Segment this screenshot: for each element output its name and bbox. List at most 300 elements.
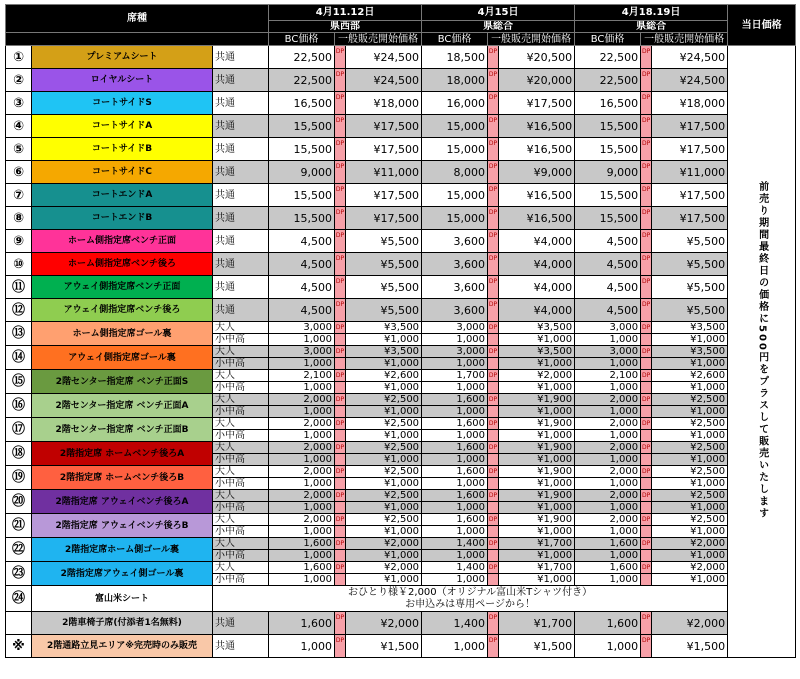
bc-price: 22,500 — [269, 46, 335, 69]
dynamic-pricing-badge: DP — [488, 138, 499, 161]
ticket-type: 共通 — [213, 299, 269, 322]
dynamic-pricing-badge: DP — [335, 46, 346, 69]
row-number: ① — [6, 46, 32, 69]
bc-price: 15,500 — [269, 207, 335, 230]
bc-price: 3,000 — [422, 322, 488, 334]
general-price: ¥1,500 — [346, 635, 422, 658]
dynamic-pricing-badge: DP — [335, 466, 346, 478]
ticket-type: 大人 — [213, 394, 269, 406]
seat-name: アウェイ側指定席ベンチ後ろ — [32, 299, 213, 322]
general-price: ¥2,000 — [652, 538, 728, 550]
table-row — [6, 538, 796, 550]
bc-price: 4,500 — [575, 230, 641, 253]
bc-price: 1,000 — [269, 334, 335, 346]
bc-price: 1,000 — [575, 502, 641, 514]
general-price: ¥3,500 — [652, 322, 728, 334]
dynamic-pricing-badge — [488, 526, 499, 538]
dynamic-pricing-badge — [641, 478, 652, 490]
general-price: ¥2,500 — [652, 394, 728, 406]
bc-price: 2,000 — [575, 394, 641, 406]
seat-type-header: 席種 — [6, 5, 269, 33]
general-price: ¥17,500 — [652, 207, 728, 230]
dynamic-pricing-badge: DP — [335, 442, 346, 454]
bc-price: 1,000 — [422, 574, 488, 586]
dynamic-pricing-badge: DP — [488, 418, 499, 430]
ticket-type: 共通 — [213, 161, 269, 184]
ticket-type: 小中高 — [213, 526, 269, 538]
dynamic-pricing-badge: DP — [488, 394, 499, 406]
seat-name: コートエンドB — [32, 207, 213, 230]
bc-price: 1,400 — [422, 562, 488, 574]
bc-price: 2,000 — [269, 490, 335, 502]
dynamic-pricing-badge: DP — [488, 299, 499, 322]
bc-price: 4,500 — [269, 276, 335, 299]
ticket-type: 大人 — [213, 322, 269, 334]
row-number: ⑨ — [6, 230, 32, 253]
special-offer-note — [213, 586, 728, 612]
general-price: ¥1,700 — [499, 538, 575, 550]
price-table — [5, 4, 796, 658]
bc-price: 1,000 — [575, 550, 641, 562]
dynamic-pricing-badge — [335, 334, 346, 346]
ticket-type: 共通 — [213, 92, 269, 115]
dynamic-pricing-badge — [641, 550, 652, 562]
bc-price: 3,000 — [422, 346, 488, 358]
ticket-type: 小中高 — [213, 382, 269, 394]
bc-price: 1,600 — [422, 490, 488, 502]
bc-price: 1,000 — [269, 430, 335, 442]
bc-price: 15,000 — [422, 184, 488, 207]
ticket-type: 共通 — [213, 115, 269, 138]
bc-price: 1,000 — [575, 635, 641, 658]
general-price-header-1: 一般販売開始価格 — [335, 33, 422, 46]
row-number: ② — [6, 69, 32, 92]
dynamic-pricing-badge — [335, 550, 346, 562]
dynamic-pricing-badge: DP — [641, 514, 652, 526]
general-price: ¥5,500 — [346, 230, 422, 253]
bc-price: 1,600 — [422, 418, 488, 430]
dynamic-pricing-badge: DP — [641, 276, 652, 299]
general-price: ¥2,500 — [346, 514, 422, 526]
general-price: ¥1,000 — [346, 478, 422, 490]
bc-price: 1,000 — [422, 430, 488, 442]
bc-price-header-1: BC価格 — [269, 33, 335, 46]
bc-price: 1,000 — [575, 382, 641, 394]
dynamic-pricing-badge: DP — [488, 442, 499, 454]
dynamic-pricing-badge: DP — [335, 299, 346, 322]
bc-price: 2,000 — [575, 490, 641, 502]
row-number: ⑯ — [6, 394, 32, 418]
seat-name: プレミアムシート — [32, 46, 213, 69]
general-price: ¥16,500 — [499, 184, 575, 207]
dynamic-pricing-badge: DP — [335, 346, 346, 358]
general-price: ¥1,900 — [499, 418, 575, 430]
seat-name: 2階指定席 ホームベンチ後ろA — [32, 442, 213, 466]
special-note-line1: おひとり様￥2,000（オリジナル富山米Tシャツ付き） — [348, 586, 593, 598]
general-price: ¥9,000 — [499, 161, 575, 184]
bc-price: 4,500 — [575, 299, 641, 322]
bc-price: 2,000 — [269, 466, 335, 478]
bc-price: 1,700 — [422, 370, 488, 382]
bc-price: 1,000 — [269, 382, 335, 394]
dynamic-pricing-badge: DP — [335, 635, 346, 658]
ticket-type: 小中高 — [213, 550, 269, 562]
table-row — [6, 138, 796, 161]
dynamic-pricing-badge — [641, 430, 652, 442]
bc-price: 1,600 — [422, 466, 488, 478]
general-price: ¥1,000 — [499, 358, 575, 370]
row-number: ⑩ — [6, 253, 32, 276]
bc-price: 1,000 — [422, 334, 488, 346]
dynamic-pricing-badge — [488, 502, 499, 514]
dynamic-pricing-badge: DP — [488, 46, 499, 69]
dynamic-pricing-badge: DP — [335, 538, 346, 550]
general-price: ¥1,000 — [652, 502, 728, 514]
general-price: ¥5,500 — [652, 299, 728, 322]
general-price: ¥1,000 — [652, 382, 728, 394]
seat-name: アウェイ側指定席ゴール裏 — [32, 346, 213, 370]
ticket-type: 小中高 — [213, 454, 269, 466]
ticket-type: 共通 — [213, 230, 269, 253]
general-price: ¥1,000 — [346, 502, 422, 514]
general-price: ¥17,500 — [652, 184, 728, 207]
row-number: ⑰ — [6, 418, 32, 442]
bc-price: 1,000 — [422, 635, 488, 658]
bc-price: 1,000 — [269, 526, 335, 538]
dynamic-pricing-badge: DP — [488, 635, 499, 658]
seat-name: コートエンドA — [32, 184, 213, 207]
row-number: ⑭ — [6, 346, 32, 370]
general-price: ¥18,000 — [652, 92, 728, 115]
bc-price: 15,000 — [422, 115, 488, 138]
dynamic-pricing-badge: DP — [488, 514, 499, 526]
dynamic-pricing-badge — [335, 358, 346, 370]
bc-price-header-2: BC価格 — [422, 33, 488, 46]
general-price: ¥3,500 — [346, 322, 422, 334]
ticket-type: 共通 — [213, 612, 269, 635]
bc-price: 1,600 — [422, 514, 488, 526]
dynamic-pricing-badge — [641, 574, 652, 586]
bc-price: 1,000 — [575, 334, 641, 346]
bc-price: 4,500 — [575, 253, 641, 276]
bc-price-header-3: BC価格 — [575, 33, 641, 46]
dynamic-pricing-badge: DP — [641, 370, 652, 382]
dynamic-pricing-badge: DP — [641, 253, 652, 276]
bc-price: 4,500 — [269, 253, 335, 276]
general-price: ¥1,000 — [652, 550, 728, 562]
ticket-type: 大人 — [213, 538, 269, 550]
dynamic-pricing-badge — [488, 406, 499, 418]
dynamic-pricing-badge: DP — [641, 184, 652, 207]
dynamic-pricing-badge: DP — [488, 207, 499, 230]
ticket-type: 共通 — [213, 207, 269, 230]
general-price: ¥11,000 — [346, 161, 422, 184]
bc-price: 1,000 — [269, 406, 335, 418]
bc-price: 1,000 — [575, 358, 641, 370]
ticket-type: 共通 — [213, 635, 269, 658]
ticket-type: 大人 — [213, 466, 269, 478]
dynamic-pricing-badge: DP — [335, 394, 346, 406]
seat-name: 2階車椅子席(付添者1名無料) — [32, 612, 213, 635]
dynamic-pricing-badge: DP — [488, 322, 499, 334]
dynamic-pricing-badge: DP — [641, 418, 652, 430]
dynamic-pricing-badge: DP — [488, 466, 499, 478]
seat-name: コートサイドC — [32, 161, 213, 184]
general-price: ¥16,500 — [499, 207, 575, 230]
bc-price: 15,000 — [422, 207, 488, 230]
bc-price: 3,000 — [575, 322, 641, 334]
dynamic-pricing-badge — [488, 454, 499, 466]
bc-price: 2,000 — [575, 514, 641, 526]
general-price: ¥16,500 — [499, 138, 575, 161]
row-number: ⑪ — [6, 276, 32, 299]
bc-price: 9,000 — [269, 161, 335, 184]
general-price: ¥5,500 — [346, 276, 422, 299]
bc-price: 15,500 — [575, 184, 641, 207]
dynamic-pricing-badge — [641, 358, 652, 370]
bc-price: 22,500 — [269, 69, 335, 92]
dynamic-pricing-badge — [335, 526, 346, 538]
general-price: ¥1,000 — [652, 574, 728, 586]
general-price: ¥1,000 — [346, 430, 422, 442]
general-price: ¥5,500 — [346, 253, 422, 276]
general-price: ¥24,500 — [652, 69, 728, 92]
general-price: ¥2,500 — [652, 490, 728, 502]
row-number: ⑥ — [6, 161, 32, 184]
bc-price: 1,000 — [269, 635, 335, 658]
bc-price: 16,500 — [269, 92, 335, 115]
general-price: ¥2,000 — [346, 538, 422, 550]
dynamic-pricing-badge: DP — [641, 562, 652, 574]
bc-price: 4,500 — [269, 230, 335, 253]
bc-price: 1,000 — [575, 574, 641, 586]
dynamic-pricing-badge: DP — [641, 207, 652, 230]
row-number: ⑮ — [6, 370, 32, 394]
dynamic-pricing-badge — [641, 334, 652, 346]
general-price: ¥1,500 — [499, 635, 575, 658]
row-number: ㉔ — [6, 586, 32, 612]
dynamic-pricing-badge — [335, 406, 346, 418]
seat-name: ホーム側指定席ゴール裏 — [32, 322, 213, 346]
dynamic-pricing-badge — [488, 574, 499, 586]
general-price: ¥1,000 — [346, 526, 422, 538]
table-row — [6, 635, 796, 658]
bc-price: 1,000 — [422, 382, 488, 394]
general-price: ¥1,000 — [346, 574, 422, 586]
general-price-header-3: 一般販売開始価格 — [641, 33, 728, 46]
general-price: ¥1,000 — [499, 430, 575, 442]
general-price: ¥1,900 — [499, 442, 575, 454]
general-price: ¥18,000 — [346, 92, 422, 115]
general-price: ¥1,700 — [499, 562, 575, 574]
general-price: ¥5,500 — [652, 230, 728, 253]
general-price: ¥1,000 — [346, 382, 422, 394]
dynamic-pricing-badge: DP — [641, 490, 652, 502]
ticket-type: 共通 — [213, 276, 269, 299]
dynamic-pricing-badge: DP — [488, 370, 499, 382]
dynamic-pricing-badge: DP — [488, 253, 499, 276]
dynamic-pricing-badge: DP — [335, 115, 346, 138]
general-price: ¥2,500 — [652, 466, 728, 478]
bc-price: 1,600 — [269, 612, 335, 635]
dynamic-pricing-badge: DP — [488, 115, 499, 138]
bc-price: 2,000 — [269, 514, 335, 526]
general-price: ¥3,500 — [346, 346, 422, 358]
bc-price: 3,600 — [422, 299, 488, 322]
dynamic-pricing-badge: DP — [335, 612, 346, 635]
bc-price: 1,000 — [422, 526, 488, 538]
general-price: ¥2,000 — [346, 612, 422, 635]
bc-price: 15,500 — [575, 138, 641, 161]
row-number: ㉓ — [6, 562, 32, 586]
table-row — [6, 466, 796, 478]
dynamic-pricing-badge — [641, 454, 652, 466]
seat-name: 2階指定席アウェイ側ゴール裏 — [32, 562, 213, 586]
date-header-3: 4月18.19日 — [575, 5, 728, 21]
row-number: ⑲ — [6, 466, 32, 490]
row-number: ⑧ — [6, 207, 32, 230]
bc-price: 2,000 — [269, 418, 335, 430]
table-row — [6, 394, 796, 406]
dynamic-pricing-badge — [641, 502, 652, 514]
general-price: ¥1,000 — [499, 526, 575, 538]
seat-name: 2階通路立見エリア※完売時のみ販売 — [32, 635, 213, 658]
general-price: ¥1,900 — [499, 466, 575, 478]
venue-header-1: 県西部 — [269, 21, 422, 33]
dynamic-pricing-badge: DP — [488, 538, 499, 550]
ticket-type: 大人 — [213, 346, 269, 358]
bc-price: 4,500 — [269, 299, 335, 322]
bc-price: 3,600 — [422, 276, 488, 299]
dynamic-pricing-badge: DP — [335, 276, 346, 299]
general-price: ¥5,500 — [652, 276, 728, 299]
bc-price: 2,000 — [575, 442, 641, 454]
general-price: ¥1,000 — [652, 358, 728, 370]
seat-name: 2階センター指定席 ベンチ正面S — [32, 370, 213, 394]
bc-price: 8,000 — [422, 161, 488, 184]
general-price: ¥5,500 — [346, 299, 422, 322]
dynamic-pricing-badge: DP — [641, 466, 652, 478]
bc-price: 15,500 — [575, 207, 641, 230]
bc-price: 1,000 — [269, 550, 335, 562]
seat-name: 2階指定席 ホームベンチ後ろB — [32, 466, 213, 490]
bc-price: 1,000 — [575, 430, 641, 442]
bc-price: 1,600 — [575, 538, 641, 550]
dynamic-pricing-badge — [335, 478, 346, 490]
seat-name: 2階指定席 アウェイベンチ後ろA — [32, 490, 213, 514]
bc-price: 1,000 — [422, 550, 488, 562]
general-price: ¥17,500 — [652, 138, 728, 161]
table-row — [6, 370, 796, 382]
bc-price: 1,400 — [422, 612, 488, 635]
bc-price: 22,500 — [575, 46, 641, 69]
general-price: ¥2,500 — [346, 442, 422, 454]
general-price: ¥4,000 — [499, 299, 575, 322]
date-header-2: 4月15日 — [422, 5, 575, 21]
seat-name: コートサイドS — [32, 92, 213, 115]
dynamic-pricing-badge: DP — [641, 612, 652, 635]
bc-price: 2,000 — [575, 466, 641, 478]
general-price: ¥2,000 — [652, 612, 728, 635]
general-price: ¥3,500 — [499, 322, 575, 334]
general-price: ¥4,000 — [499, 253, 575, 276]
bc-price: 1,600 — [422, 442, 488, 454]
table-row — [6, 115, 796, 138]
dynamic-pricing-badge: DP — [335, 418, 346, 430]
general-price: ¥24,500 — [346, 69, 422, 92]
table-row — [6, 92, 796, 115]
dynamic-pricing-badge: DP — [641, 538, 652, 550]
bc-price: 1,600 — [575, 612, 641, 635]
general-price: ¥16,500 — [499, 115, 575, 138]
general-price: ¥2,500 — [346, 418, 422, 430]
table-row — [6, 586, 796, 612]
bc-price: 1,000 — [269, 358, 335, 370]
dynamic-pricing-badge: DP — [335, 69, 346, 92]
general-price: ¥1,000 — [499, 574, 575, 586]
general-price: ¥2,500 — [346, 394, 422, 406]
general-price: ¥1,700 — [499, 612, 575, 635]
bc-price: 1,000 — [269, 502, 335, 514]
general-price: ¥1,900 — [499, 394, 575, 406]
ticket-type: 小中高 — [213, 334, 269, 346]
bc-price: 3,000 — [269, 346, 335, 358]
dynamic-pricing-badge: DP — [335, 138, 346, 161]
general-price: ¥1,000 — [499, 382, 575, 394]
dynamic-pricing-badge: DP — [335, 514, 346, 526]
table-row — [6, 276, 796, 299]
dynamic-pricing-badge: DP — [488, 562, 499, 574]
general-price: ¥1,000 — [499, 334, 575, 346]
dynamic-pricing-badge — [641, 406, 652, 418]
bc-price: 15,000 — [422, 138, 488, 161]
dynamic-pricing-badge: DP — [641, 161, 652, 184]
dynamic-pricing-badge: DP — [488, 230, 499, 253]
bc-price: 1,400 — [422, 538, 488, 550]
general-price: ¥2,500 — [652, 442, 728, 454]
bc-price: 1,000 — [269, 454, 335, 466]
table-row — [6, 442, 796, 454]
ticket-type: 小中高 — [213, 358, 269, 370]
ticket-type: 共通 — [213, 184, 269, 207]
bc-price: 1,000 — [575, 526, 641, 538]
today-price-note-text: 前売り期間最終日の価格に500円をプラスして販売いたします — [756, 180, 768, 520]
seat-name: コートサイドB — [32, 138, 213, 161]
table-row — [6, 230, 796, 253]
table-row — [6, 322, 796, 334]
dynamic-pricing-badge: DP — [641, 46, 652, 69]
seat-name: アウェイ側指定席ベンチ正面 — [32, 276, 213, 299]
general-price: ¥1,500 — [652, 635, 728, 658]
general-price: ¥2,000 — [499, 370, 575, 382]
general-price: ¥1,000 — [499, 550, 575, 562]
general-price: ¥17,500 — [346, 138, 422, 161]
dynamic-pricing-badge — [641, 526, 652, 538]
dynamic-pricing-badge: DP — [335, 253, 346, 276]
bc-price: 1,000 — [422, 406, 488, 418]
bc-price: 2,000 — [269, 442, 335, 454]
ticket-type: 大人 — [213, 490, 269, 502]
general-price: ¥2,500 — [652, 514, 728, 526]
dynamic-pricing-badge: DP — [641, 69, 652, 92]
dynamic-pricing-badge: DP — [335, 161, 346, 184]
general-price: ¥1,000 — [346, 454, 422, 466]
row-number — [6, 612, 32, 635]
bc-price: 3,000 — [575, 346, 641, 358]
general-price: ¥2,600 — [346, 370, 422, 382]
table-row — [6, 346, 796, 358]
bc-price: 16,500 — [575, 92, 641, 115]
